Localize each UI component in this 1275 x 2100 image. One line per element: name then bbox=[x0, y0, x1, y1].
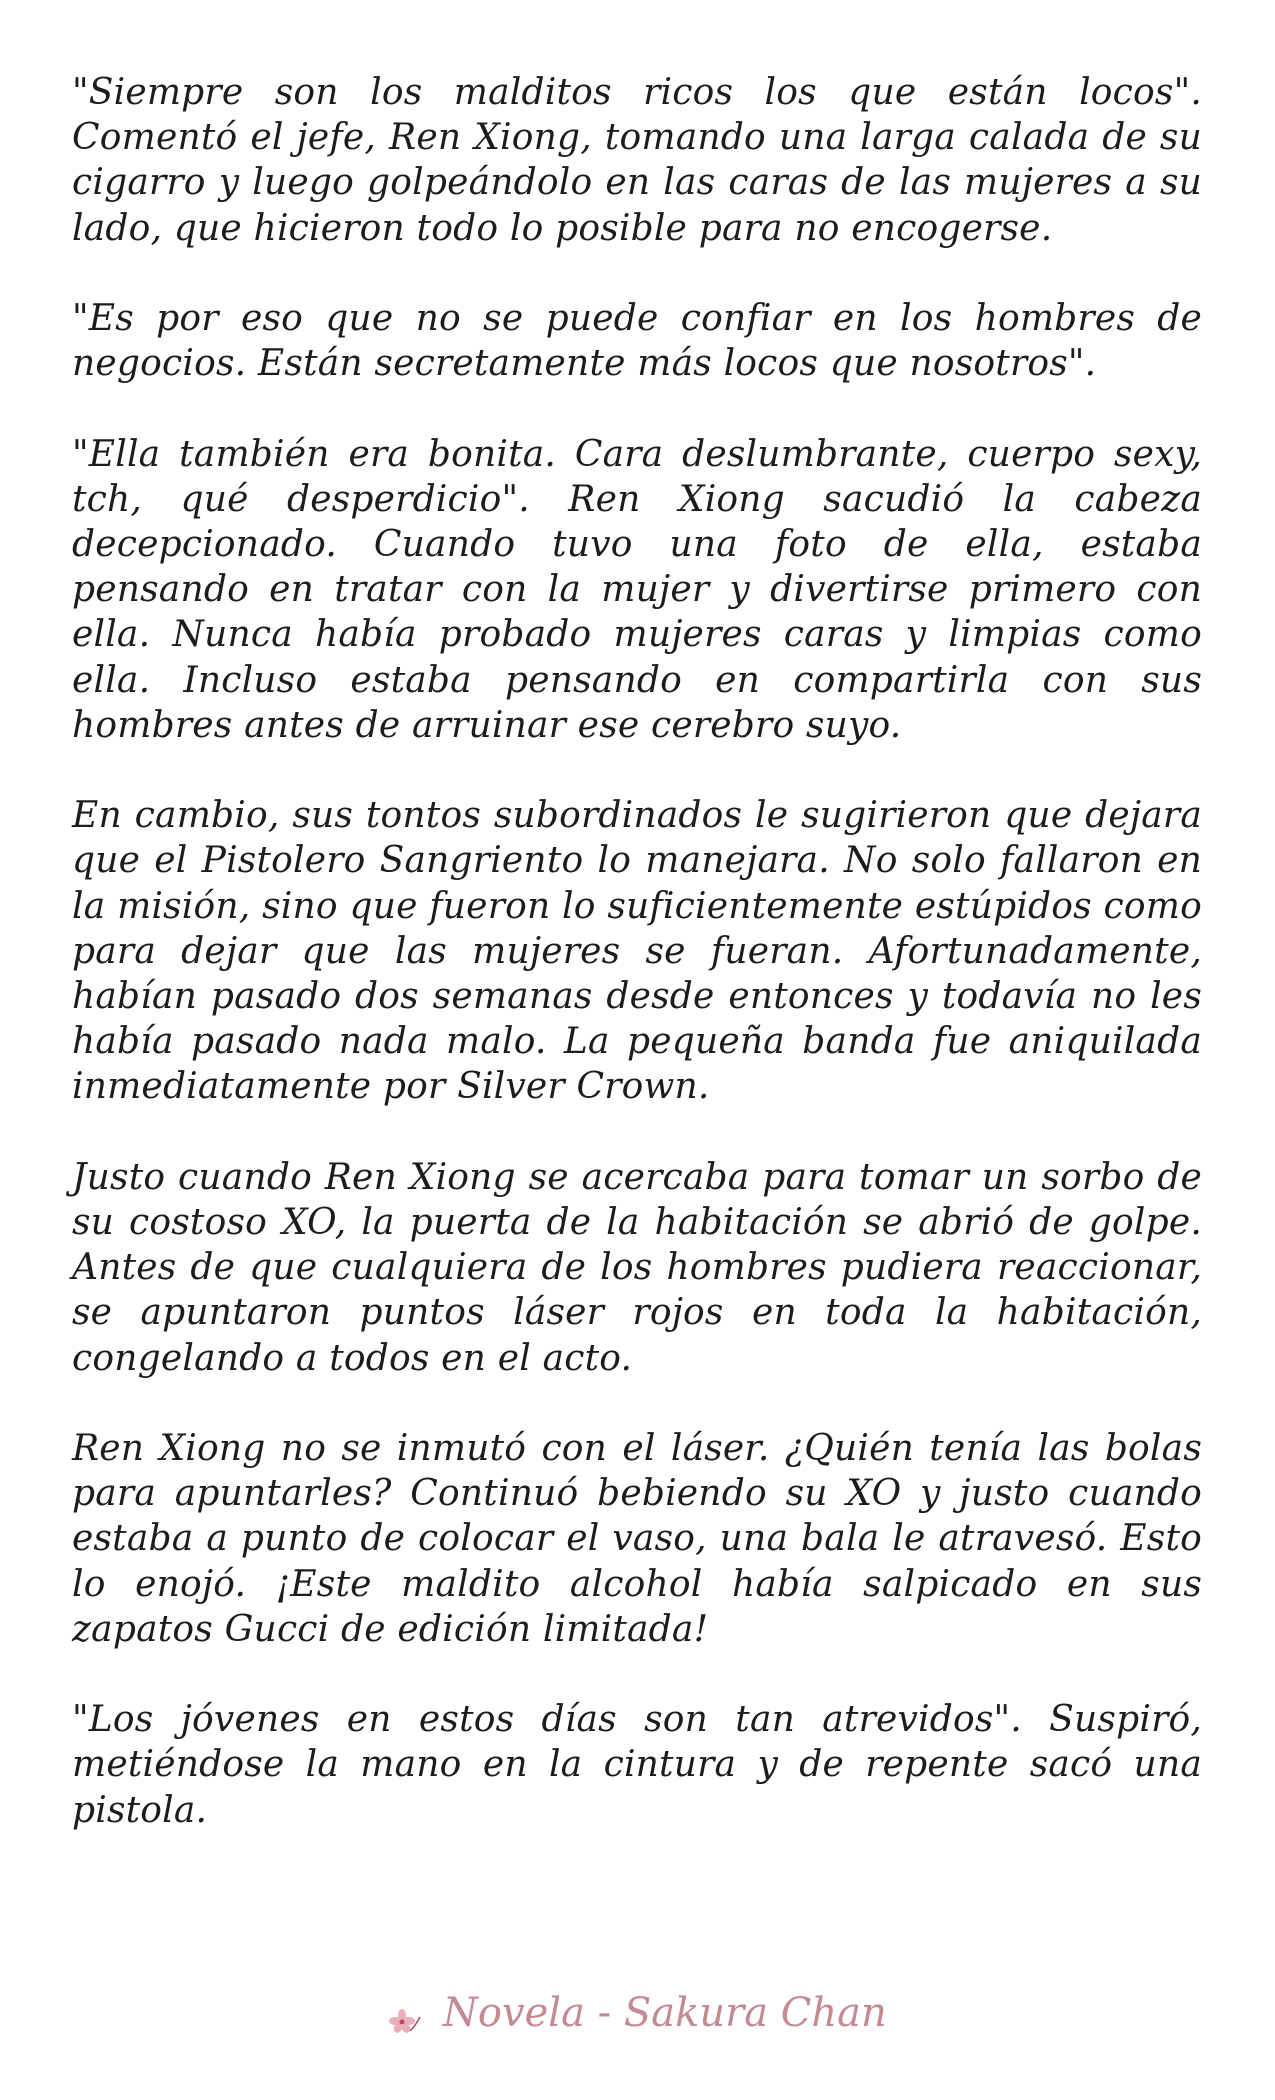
paragraph-6: Ren Xiong no se inmutó con el láser. ¿Quién tenía las bolas para apuntarles? Continuó bebiendo su XO y justo cuando estaba a punto de colocar el vaso, una bala le atravesó. Esto lo enojó. ¡Este maldito alcohol había salpicado en sus zapatos Gucci de edición limitada! bbox=[72, 1428, 1202, 1650]
paragraph-2: "Es por eso que no se puede confiar en los hombres de negocios. Están secretamente más locos que nosotros". bbox=[72, 298, 1202, 385]
watermark bbox=[0, 1990, 1275, 2036]
paragraph-7: "Los jóvenes en estos días son tan atrevidos". Suspiró, metiéndose la mano en la cintura y de repente sacó una pistola. bbox=[72, 1699, 1202, 1831]
chapter-text bbox=[72, 70, 1202, 1878]
paragraph-1: "Siempre son los malditos ricos los que están locos". Comentó el jefe, Ren Xiong, tomando una larga calada de su cigarro y luego golpeándolo en las caras de las mujeres a su lado, que hicieron todo lo posible para no encogerse. bbox=[72, 72, 1202, 249]
sakura-flower-icon bbox=[388, 2001, 422, 2031]
paragraph-4: En cambio, sus tontos subordinados le sugirieron que dejara que el Pistolero Sangriento lo manejara. No solo fallaron en la misión, sino que fueron lo suficientemente estúpidos como para dejar que las mujeres se fueran. Afortunadamente, habían pasado dos semanas desde entonces y todavía no les había pasado nada malo. La pequeña banda fue aniquilada inmediatamente por Silver Crown. bbox=[72, 795, 1202, 1108]
paragraph-3: "Ella también era bonita. Cara deslumbrante, cuerpo sexy, tch, qué desperdicio". Ren Xiong sacudió la cabeza decepcionado. Cuando tuvo una foto de ella, estaba pensando en tratar con la mujer y divertirse primero con ella. Nunca había probado mujeres caras y limpias como ella. Incluso estaba pensando en compartirla con sus hombres antes de arruinar ese cerebro suyo. bbox=[72, 433, 1202, 746]
watermark-text: Novela - Sakura Chan bbox=[442, 1990, 887, 2036]
paragraph-5: Justo cuando Ren Xiong se acercaba para tomar un sorbo de su costoso XO, la puerta de la habitación se abrió de golpe. Antes de que cualquiera de los hombres pudiera reaccionar, se apuntaron puntos láser rojos en toda la habitación, congelando a todos en el acto. bbox=[72, 1156, 1202, 1379]
